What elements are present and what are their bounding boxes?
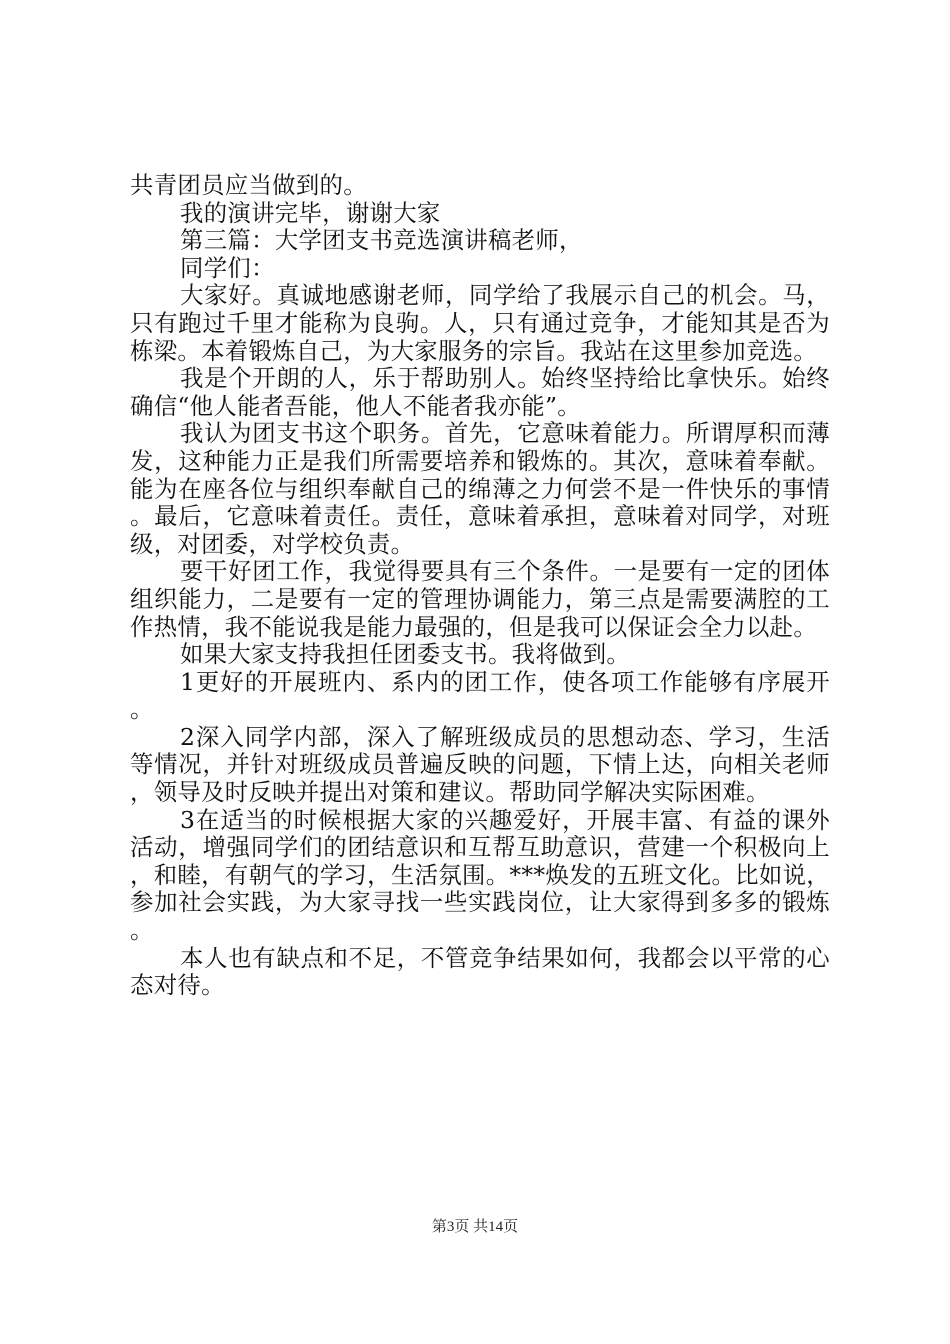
paragraph-closing: 我的演讲完毕，谢谢大家 [180, 198, 441, 227]
paragraph: 大家好。真诚地感谢老师，同学给了我展示自己的机会。马，只有跑过千里才能称为良驹。人，只有通过竞争，才能知其是否为栋梁。本着锻炼自己，为大家服务的宗旨。我站在这里参加竞选。 [130, 281, 830, 365]
salutation: 同学们： [180, 253, 275, 282]
paragraph: 如果大家支持我担任团委支书。我将做到。 [180, 640, 631, 669]
list-item: 1更好的开展班内、系内的团工作，使各项工作能够有序展开。 [130, 667, 830, 724]
page-number-footer: 第3页 共14页 [431, 1219, 519, 1235]
document-body [130, 172, 830, 1000]
list-item: 2深入同学内部，深入了解班级成员的思想动态、学习，生活等情况，并针对班级成员普遍反映的问题，下情上达，向相关老师，领导及时反映并提出对策和建议。帮助同学解决实际困难。 [130, 722, 830, 807]
paragraph: 要干好团工作，我觉得要具有三个条件。一是要有一定的团体组织能力，二是要有一定的管理协调能力，第三点是需要满腔的工作热情，我不能说我是能力最强的，但是我可以保证会全力以赴。 [130, 557, 830, 641]
section-heading: 第三篇：大学团支书竞选演讲稿老师， [180, 226, 583, 255]
paragraph: 本人也有缺点和不足，不管竞争结果如何，我都会以平常的心态对待。 [130, 943, 830, 1000]
list-item: 3在适当的时候根据大家的兴趣爱好，开展丰富、有益的课外活动，增强同学们的团结意识和互帮互助意识，营建一个积极向上，和睦，有朝气的学习，生活氛围。***焕发的五班文化。比如说，参加社会实践，为大家寻找一些实践岗位，让大家得到多多的锻炼。 [130, 805, 830, 945]
paragraph: 我是个开朗的人，乐于帮助别人。始终坚持给比拿快乐。始终确信“他人能者吾能，他人不能者我亦能”。 [130, 364, 830, 420]
paragraph-continuation: 共青团员应当做到的。 [130, 171, 367, 199]
paragraph: 我认为团支书这个职务。首先，它意味着能力。所谓厚积而薄发，这种能力正是我们所需要培养和锻炼的。其次，意味着奉献。能为在座各位与组织奉献自己的绵薄之力何尝不是一件快乐的事情。最后，它意味着责任。责任，意味着承担，意味着对同学，对班级，对团委，对学校负责。 [130, 419, 830, 558]
